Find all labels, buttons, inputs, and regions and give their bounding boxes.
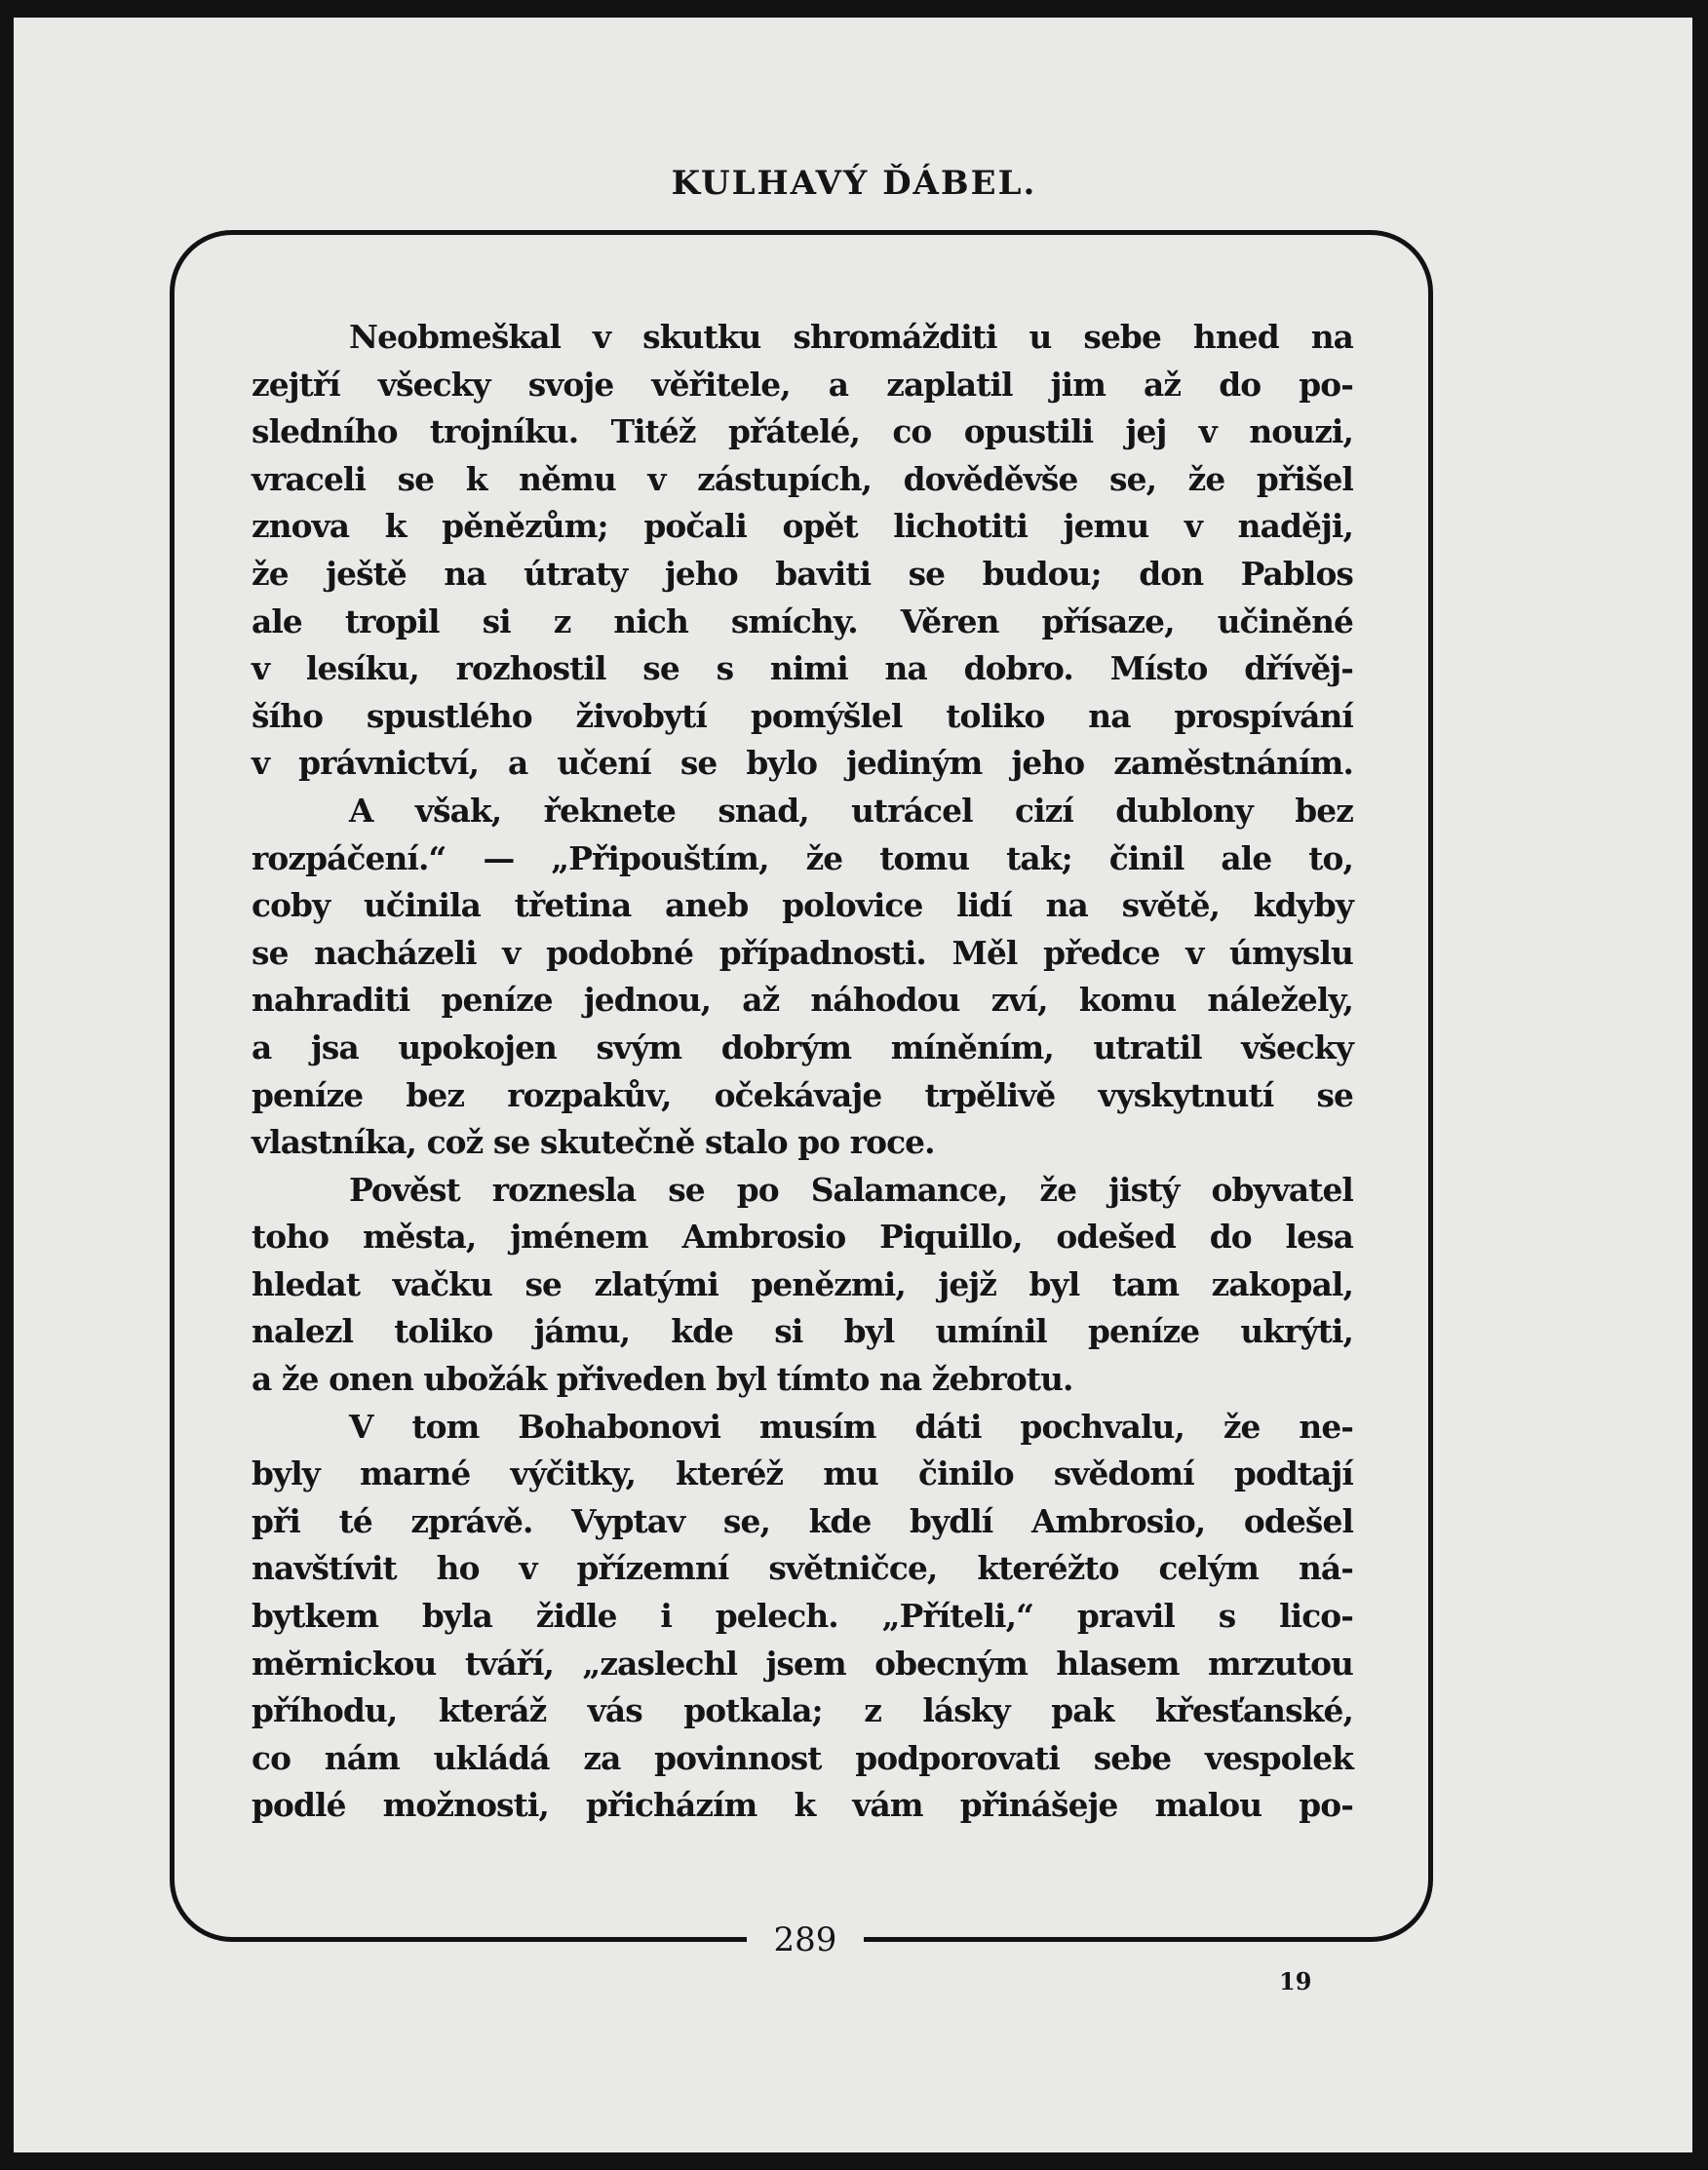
- text-line: že ještě na útraty jeho baviti se budou; don Pablos: [252, 554, 1353, 593]
- text-line: nalezl toliko jámu, kde si byl umínil peníze ukrýti,: [252, 1312, 1353, 1351]
- text-line: a jsa upokojen svým dobrým míněním, utratil všecky: [252, 1027, 1353, 1066]
- text-line: a že onen ubožák přiveden byl tímto na žebrotu.: [252, 1360, 1073, 1399]
- text-line: coby učinila třetina aneb polovice lidí na světě, kdyby: [252, 886, 1353, 925]
- text-line: vlastníka, což se skutečně stalo po roce.: [252, 1123, 935, 1162]
- running-head: KULHAVÝ ĎÁBEL.: [671, 164, 1037, 203]
- text-line: Pověst roznesla se po Salamance, že jistý obyvatel: [349, 1170, 1353, 1209]
- text-line: vraceli se k němu v zástupích, dověděvše se, že přišel: [252, 459, 1353, 498]
- text-line: se nacházeli v podobné případnosti. Měl předce v úmyslu: [252, 933, 1353, 972]
- text-line: hledat vačku se zlatými penězmi, jejž byl tam zakopal,: [252, 1264, 1353, 1303]
- text-line: podlé možnosti, přicházím k vám přinášeje malou po-: [252, 1786, 1353, 1825]
- text-line: sledního trojníku. Titéž přátelé, co opustili jej v nouzi,: [252, 412, 1353, 451]
- page-text-body: [252, 314, 1353, 1830]
- text-line: v právnictví, a učení se bylo jediným jeho zaměstnáním.: [252, 744, 1353, 783]
- text-line: byly marné výčitky, kteréž mu činilo svědomí podtají: [252, 1454, 1353, 1493]
- text-line: rozpáčení.“ — „Připouštím, že tomu tak; činil ale to,: [252, 838, 1353, 877]
- text-line: toho města, jménem Ambrosio Piquillo, odešed do lesa: [252, 1218, 1353, 1257]
- text-line: V tom Bohabonovi musím dáti pochvalu, že ne-: [349, 1407, 1353, 1446]
- text-line: bytkem byla židle i pelech. „Příteli,“ pravil s lico-: [252, 1597, 1353, 1636]
- text-line: co nám ukládá za povinnost podporovati sebe vespolek: [252, 1738, 1353, 1777]
- text-line: šího spustlého živobytí pomýšlel toliko na prospívání: [252, 696, 1353, 735]
- text-line: navštívit ho v přízemní světničce, kteréžto celým ná-: [252, 1549, 1353, 1588]
- text-line: ale tropil si z nich smíchy. Věren přísaze, učiněné: [252, 601, 1353, 640]
- text-line: zejtří všecky svoje věřitele, a zaplatil jim až do po-: [252, 365, 1353, 404]
- text-line: mĕrnickou tváří, „zaslechl jsem obecným hlasem mrzutou: [252, 1644, 1353, 1683]
- signature-mark: 19: [1279, 1967, 1312, 1996]
- page-number: 289: [747, 1916, 864, 1964]
- text-line: při té zprávě. Vyptav se, kde bydlí Ambrosio, odešel: [252, 1501, 1353, 1540]
- text-line: znova k pěnězům; počali opět lichotiti jemu v naději,: [252, 507, 1353, 546]
- text-line: příhodu, kteráž vás potkala; z lásky pak křesťanské,: [252, 1691, 1353, 1730]
- text-line: nahraditi peníze jednou, až náhodou zví, komu náležely,: [252, 981, 1353, 1020]
- text-line: Neobmeškal v skutku shromážditi u sebe hned na: [349, 318, 1353, 356]
- text-line: v lesíku, rozhostil se s nimi na dobro. Místo dřívěj-: [252, 649, 1353, 688]
- text-line: A však, řeknete snad, utrácel cizí dublony bez: [349, 791, 1353, 830]
- text-line: peníze bez rozpakův, očekávaje trpělivě vyskytnutí se: [252, 1075, 1353, 1114]
